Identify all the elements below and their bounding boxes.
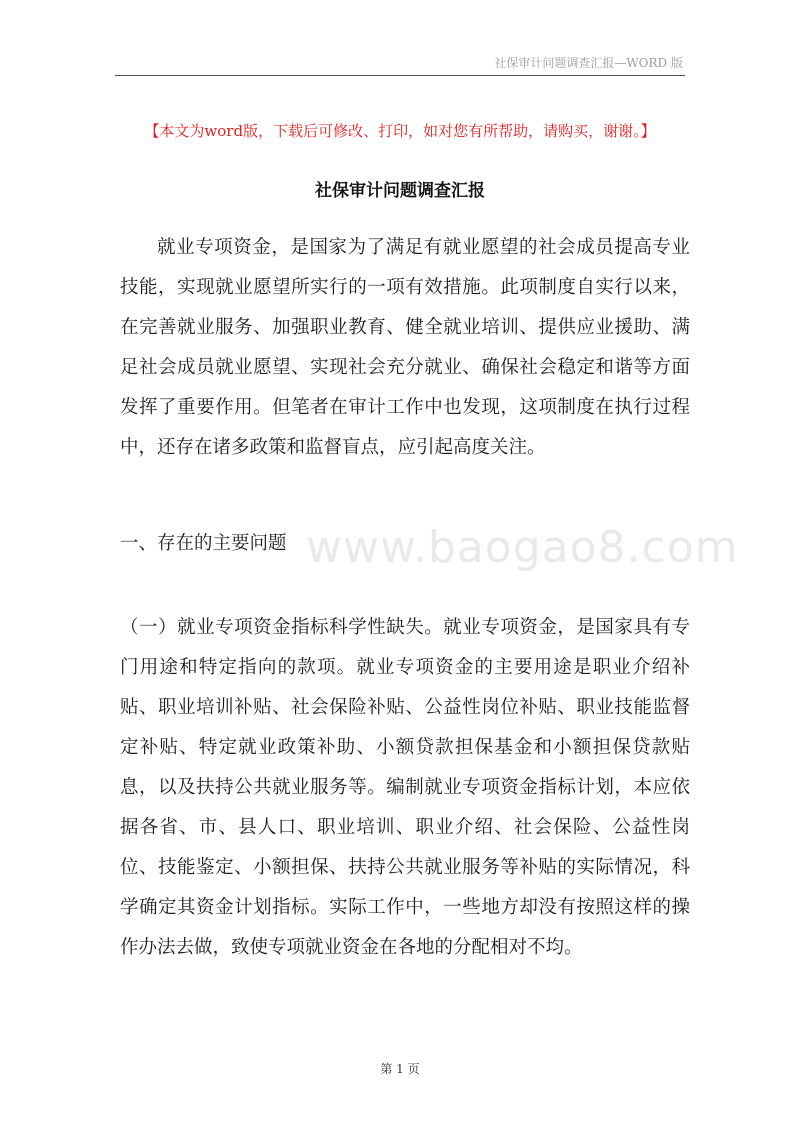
intro-paragraph: 就业专项资金，是国家为了满足有就业愿望的社会成员提高专业技能，实现就业愿望所实行的一项有效措施。此项制度自实行以来，在完善就业服务、加强职业教育、健全就业培训、提供应业援助、满足社会成员就业愿望、实现社会充分就业、确保社会稳定和谐等方面发挥了重要作用。但笔者在审计工作中也发现，这项制度在执行过程中，还存在诸多政策和监督盲点，应引起高度关注。	[120, 237, 690, 458]
section-heading: 一、存在的主要问题	[120, 533, 287, 554]
page-number: 第 1 页	[380, 1062, 420, 1076]
section-paragraph: （一）就业专项资金指标科学性缺失。就业专项资金，是国家具有专门用途和特定指向的款项。就业专项资金的主要用途是职业介绍补贴、职业培训补贴、社会保险补贴、公益性岗位补贴、职业技能监督定补贴、特定就业政策补助、小额贷款担保基金和小额担保贷款贴息，以及扶持公共就业服务等。编制就业专项资金指标计划，本应依据各省、市、县人口、职业培训、职业介绍、社会保险、公益性岗位、技能鉴定、小额担保、扶持公共就业服务等补贴的实际情况，科学确定其资金计划指标。实际工作中，一些地方却没有按照这样的操作办法去做，致使专项就业资金在各地的分配相对不均。	[120, 617, 690, 958]
site-watermark: www.baogao8.com	[306, 522, 739, 573]
running-header: 社保审计问题调查汇报—WORD 版	[494, 56, 683, 70]
purchase-notice: 【本文为word版，下载后可修改、打印，如对您有所帮助，请购买，谢谢。】	[144, 122, 656, 140]
header-divider	[115, 75, 685, 76]
document-title: 社保审计问题调查汇报	[315, 181, 485, 201]
